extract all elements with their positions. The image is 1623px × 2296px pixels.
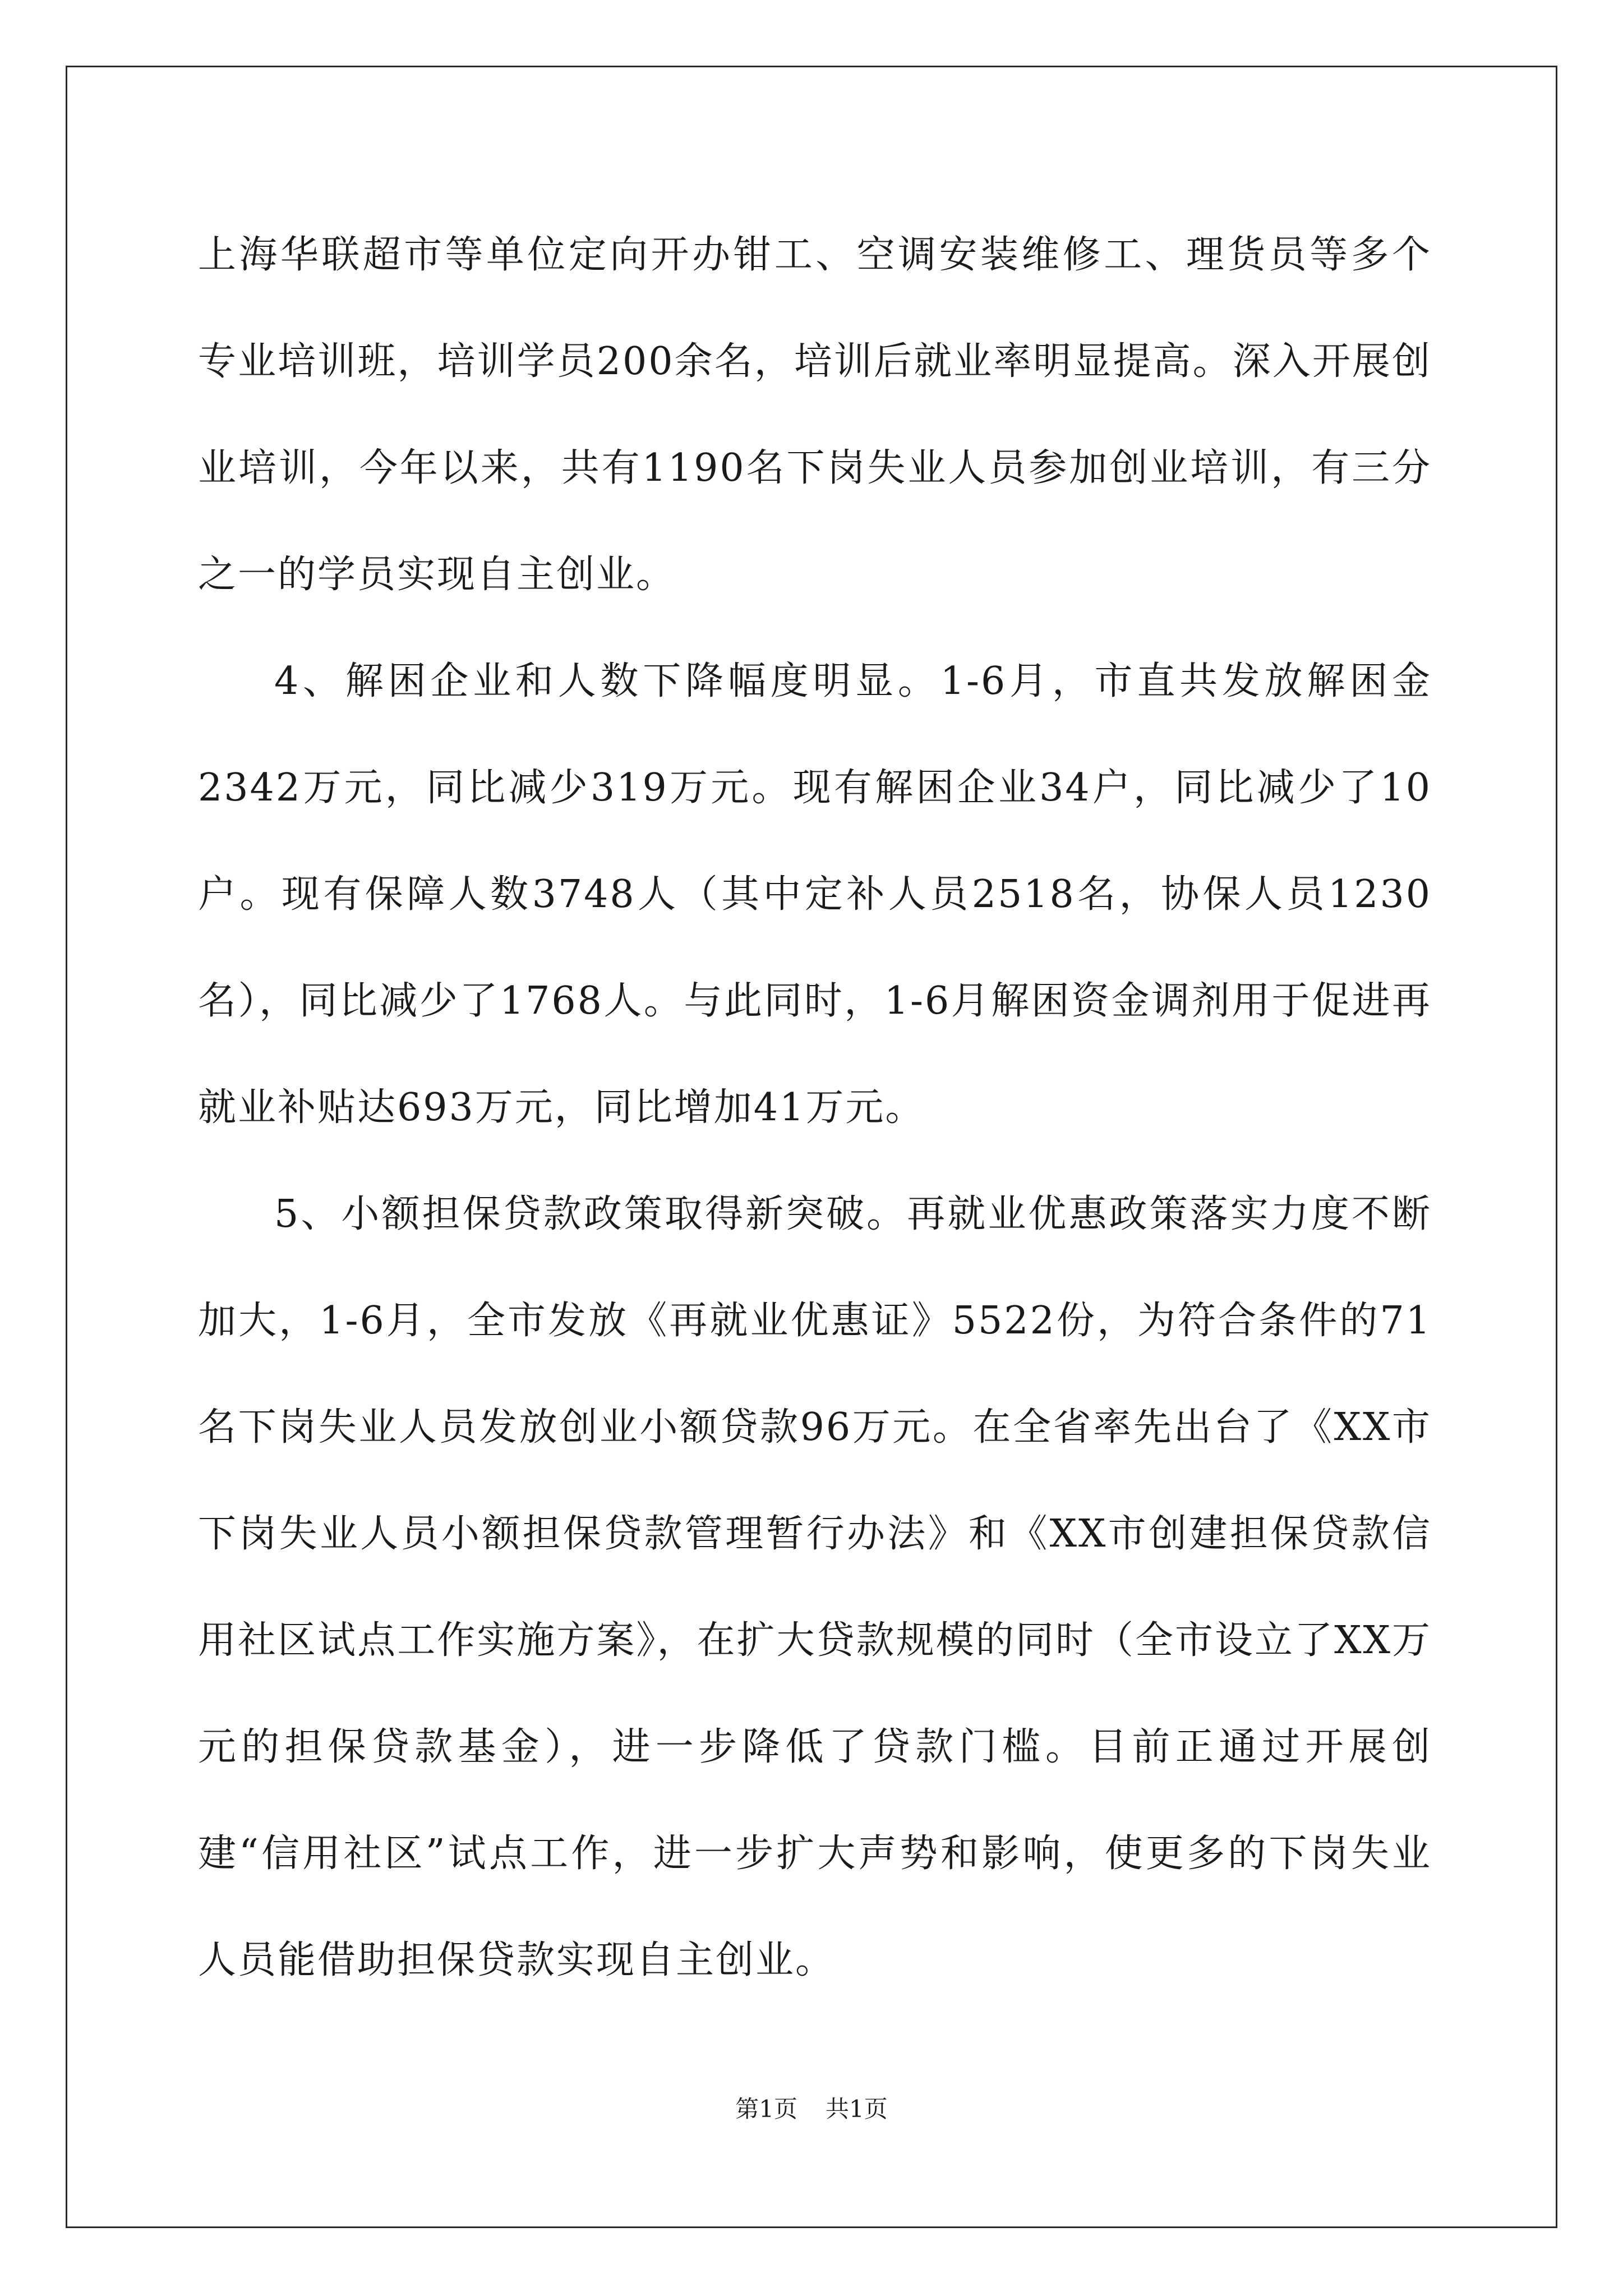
paragraph-item-5: 5、小额担保贷款政策取得新突破。再就业优惠政策落实力度不断加大，1-6月，全市发放《再就业优惠证》5522份，为符合条件的71名下岗失业人员发放创业小额贷款96万元。在全省率先出台了《XX市下岗失业人员小额担保贷款管理暂行办法》和《XX市创建担保贷款信用社区试点工作实施方案》，在扩大贷款规模的同时（全市设立了XX万元的担保贷款基金），进一步降低了贷款门槛。目前正通过开展创建“信用社区”试点工作，进一步扩大声势和影响，使更多的下岗失业人员能借助担保贷款实现自主创业。 (198, 1192, 1432, 1982)
page-number-total: 共1页 (826, 2095, 888, 2123)
page-footer (0, 2092, 1623, 2126)
page-number-current: 第1页 (735, 2095, 797, 2123)
document-body (198, 202, 1432, 2014)
paragraph-item-4: 4、解困企业和人数下降幅度明显。1-6月，市直共发放解困金2342万元，同比减少319万元。现有解困企业34户，同比减少了10户。现有保障人数3748人（其中定补人员2518名，协保人员1230名），同比减少了1768人。与此同时，1-6月解困资金调剂用于促进再就业补贴达693万元，同比增加41万元。 (198, 659, 1432, 1130)
paragraph-continuation: 上海华联超市等单位定向开办钳工、空调安装维修工、理货员等多个专业培训班，培训学员200余名，培训后就业率明显提高。深入开展创业培训，今年以来，共有1190名下岗失业人员参加创业培训，有三分之一的学员实现自主创业。 (198, 233, 1432, 597)
